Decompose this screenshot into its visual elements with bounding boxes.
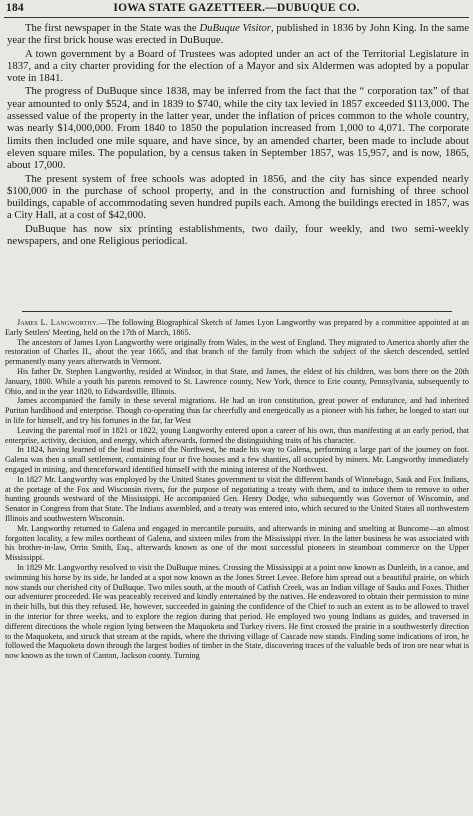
sketch-paragraph: In 1824, having learned of the lead mines of the Northwest, he made his way to Galena, performing a large part of the journey on foot. Galena was then a small settlement, containing four or five houses and a few shanties, all occupied by miners. Mr. Langworthy immediately engaged in mining, and thenceforward identified himself with the mining interest of the Northwest. [5, 445, 469, 474]
sketch-paragraph: His father Dr. Stephen Langworthy, resided at Windsor, in that State, and James, the eldest of his children, was born there on the 20th January, 1800. While a youth his parents removed to St. Lawrence county, New York, thence to Erie county, Pennsylvania, subsequently to Ohio, and in the year 1820, to Edwardsville, Illinois. [5, 366, 469, 396]
section-divider [22, 311, 452, 312]
main-text [7, 22, 469, 248]
page-header [0, 2, 473, 18]
biographical-sketch [5, 318, 469, 661]
page-number: 184 [6, 2, 24, 14]
sketch-intro: James L. Langworthy.—The following Biographical Sketch of James Lyon Langworthy was prepared by a committee appointed at an Early Settlers' Meeting, held on the 17th of March, 1865. [5, 318, 469, 337]
main-paragraph: A town government by a Board of Trustees was adopted under an act of the Territorial Legislature in 1837, and a city charter providing for the election of a Mayor and six Aldermen was adopted by a popular vote in 1841. [7, 47, 469, 85]
header-rule [4, 17, 469, 18]
main-paragraph: DuBuque has now six printing establishments, two daily, four weekly, and two semi-weekly newspapers, and one Religious periodical. [7, 222, 469, 248]
main-paragraph: The first newspaper in the State was the DuBuque Visitor, published in 1836 by John King. In the same year the first brick house was erected in DuBuque. [7, 22, 470, 47]
newspaper-title: DuBuque Visitor [199, 22, 271, 34]
sketch-paragraph: Leaving the parental roof in 1821 or 1822, young Langworthy entered upon a career of his own, thus manifesting at an early period, that enterprise, activity, decision, and energy, which afterwards, formed the distinguishing traits of his character. [5, 425, 469, 445]
sketch-paragraph: In 1829 Mr. Langworthy resolved to visit the DuBuque mines. Crossing the Mississippi at a point now known as Dunleith, in a canoe, and swimming his horse by its side, he landed at a spot now known as the Jones Street Levee. Before him spread out a beautiful prairie, on which now stands our cherished city of DuBuque. Two miles south, at the mouth of Catfish Creek, was an Indian village of Sauks and Foxes. Thither our adventurer proceeded. He was peaceably received and kindly entertained by the natives. He endeavored to obtain their permission to mine in their hills, but this they refused. He, however, succeeded in gaining the confidence of the Chief to such an extent as to be allowed to travel in the interior for three weeks, and to explore the region during that period. He employed two young Indians as guides, and traversed in different directions the whole region lying between the Maquoketa and Turkey rivers. He first crossed the prairie in a southwesterly direction to the Maquoketa, and struck that stream at the rapids, where the thriving village of Cascade now stands. Finding some indications of iron, he followed the Maquoketa down through the largest bodies of timber in the State, discovering traces of the valuable beds of iron ore near what is now known as the town of Canton, Jackson county. Turning [5, 562, 469, 661]
sketch-name: James L. Langworthy. [17, 318, 99, 327]
main-paragraph: The present system of free schools was adopted in 1856, and the city has since expended nearly $100,000 in the purchase of school property, and in the construction and furnishing of three school buildings, capable of accommodating seven hundred pupils each. Among the buildings erected in 1857, was a City Hall, at a cost of $42,000. [7, 172, 469, 222]
sketch-paragraph: In 1827 Mr. Langworthy was employed by the United States government to visit the different bands of Winnebago, Sauk and Fox Indians, at the portage of the Fox and Wisconsin rivers, for the purpose of negotiating a treaty with them, and to induce them to remove to other hunting grounds westward of the Mississippi. He accompanied Gen. Henry Dodge, who subsequently was Governor of Wisconsin, and Senator in Congress from that State. The Indians assembled, and a treaty was entered into, which secured to the United States all northwestern Illinois and southwestern Wisconsin. [5, 474, 469, 523]
sketch-paragraph: Mr. Langworthy returned to Galena and engaged in mercantile pursuits, and afterwards in mining and smelting at Buncome—an almost forgotten locality, a few miles northeast of Galena, and sixteen miles from the Mississippi river. In the latter business he was associated with his brother-in-law, Orrin Smith, Esq., afterwards known as one of the most successful pioneers in steamboat commerce on the Upper Mississippi. [5, 523, 469, 563]
sketch-paragraph: The ancestors of James Lyon Langworthy were originally from Wales, in the west of England. They migrated to America shortly after the restoration of Charles II., about the year 1665, and that branch of the family from which the subject of the sketch descended, settled permanently many years afterwards in Vermont. [5, 337, 469, 367]
main-paragraph: The progress of DuBuque since 1838, may be inferred from the fact that the “ corporation tax” of that year amounted to only $524, and in 1839 to $740, while the city tax levied in 1857 exceeded $113,000. The assessed value of the property in the latter year, under the inflation of prices common to the whole country, was nearly $14,000,000. From 1840 to 1850 the population increased from 1,000 to 4,071. The corporate limits then included one mile square, and have since, by an amended charter, been made to include about eleven square miles. The population, by a census taken in September 1857, was 15,957, and is now, 1865, about 17,000. [7, 85, 469, 172]
sketch-paragraph: James accompanied the family in these several migrations. He had an iron constitution, great power of endurance, and had inherited Puritan hardihood and enterprise. Though co-operating thus far cheerfully and energetically as a pioneer with his father, he longed to start out in life for himself, and try his fortunes in the far, far West [5, 396, 469, 425]
running-title: IOWA STATE GAZETTEER.—DUBUQUE CO. [113, 2, 360, 14]
